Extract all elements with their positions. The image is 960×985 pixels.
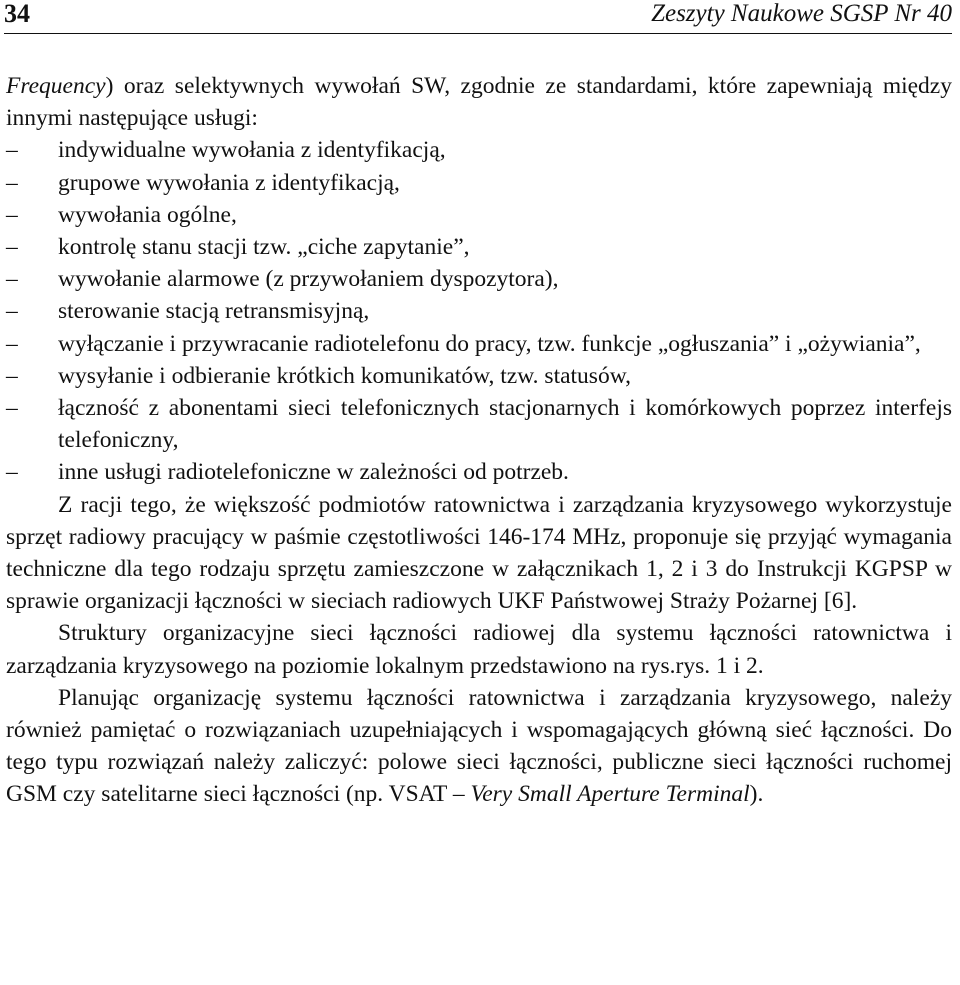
vsat-expansion: Very Small Aperture Terminal xyxy=(470,781,750,808)
intro-paragraph xyxy=(6,70,952,134)
list-item-text: kontrolę stanu stacji tzw. „ciche zapytanie”, xyxy=(58,234,470,261)
list-dash: – xyxy=(6,201,18,228)
list-item xyxy=(6,295,952,327)
list-dash: – xyxy=(6,266,18,293)
inline-dash: – xyxy=(452,781,465,808)
list-dash: – xyxy=(6,298,18,325)
list-dash: – xyxy=(6,234,18,261)
list-item xyxy=(6,360,952,392)
list-dash: – xyxy=(6,169,18,196)
list-dash: – xyxy=(6,137,18,164)
list-item xyxy=(6,199,952,231)
list-dash: – xyxy=(6,362,18,389)
services-list xyxy=(6,134,952,488)
list-item-text: grupowe wywołania z identyfikacją, xyxy=(58,169,400,196)
list-dash: – xyxy=(6,395,18,422)
list-item xyxy=(6,392,952,456)
list-item xyxy=(6,456,952,488)
list-dash: – xyxy=(6,459,18,486)
page-number: 34 xyxy=(4,0,30,28)
journal-title: Zeszyty Naukowe SGSP Nr 40 xyxy=(651,0,952,27)
list-item xyxy=(6,328,952,360)
paragraph-text: Planując organizację systemu łączności ratownictwa i zarządzania kryzysowego, należy również pamiętać o rozwiązaniach uzupełniających i wspomagających główną sieć łączności. Do tego typu rozwiązań należy zaliczyć: polowe sieci łączności, publiczne sieci łączności ruchomej GSM czy satelitarne sieci łączności (np. VSAT xyxy=(6,684,952,808)
page-body xyxy=(6,70,952,811)
intro-text: ) oraz selektywnych wywołań SW, zgodnie ze standardami, które zapewniają między innymi następujące usługi: xyxy=(6,73,952,132)
list-item xyxy=(6,134,952,166)
list-item-text: indywidualne wywołania z identyfikacją, xyxy=(58,137,446,164)
intro-italic-term: Frequency xyxy=(6,73,106,99)
paragraph-frequency-band: Z racji tego, że większość podmiotów ratownictwa i zarządzania kryzysowego wykorzystuje sprzęt radiowy pracujący w paśmie częstotliwości 146-174 MHz, proponuje się przyjąć wymagania techniczne dla tego rodzaju sprzętu zamieszczone w załącznikach 1, 2 i 3 do Instrukcji KGPSP w sprawie organizacji łączności w sieciach radiowych UKF Państwowej Straży Pożarnej [6]. xyxy=(6,491,952,615)
list-item xyxy=(6,231,952,263)
list-item-text: wywołanie alarmowe (z przywołaniem dyspozytora), xyxy=(58,266,559,293)
paragraph-structures: Struktury organizacyjne sieci łączności radiowej dla systemu łączności ratownictwa i zarządzania kryzysowego na poziomie lokalnym przedstawiono na rys.rys. 1 i 2. xyxy=(6,620,952,679)
running-header xyxy=(4,0,952,34)
paragraph-ending: ). xyxy=(749,781,764,808)
list-item-text: łączność z abonentami sieci telefonicznych stacjonarnych i komórkowych poprzez interfejs telefoniczny, xyxy=(58,395,952,454)
paragraph-supplementary-solutions xyxy=(6,682,952,811)
list-item xyxy=(6,263,952,295)
list-dash: – xyxy=(6,330,18,357)
list-item-text: inne usługi radiotelefoniczne w zależności od potrzeb. xyxy=(58,459,569,486)
list-item xyxy=(6,167,952,199)
list-item-text: wywołania ogólne, xyxy=(58,201,237,228)
list-item-text: wysyłanie i odbieranie krótkich komunikatów, tzw. statusów, xyxy=(58,362,632,389)
list-item-text: wyłączanie i przywracanie radiotelefonu do pracy, tzw. funkcje „ogłuszania” i „ożywiania”, xyxy=(58,330,921,357)
list-item-text: sterowanie stacją retransmisyjną, xyxy=(58,298,370,325)
